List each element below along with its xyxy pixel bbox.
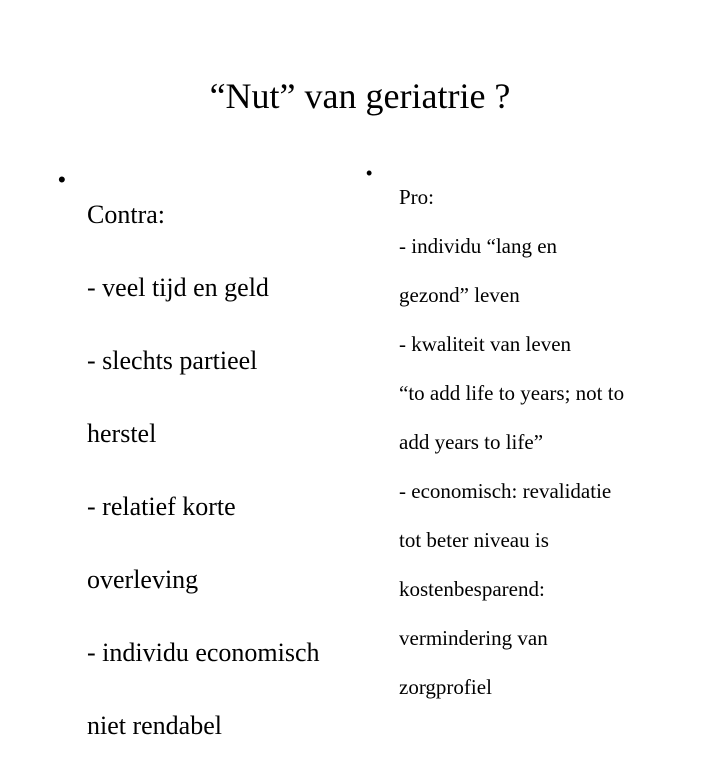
contra-heading: Contra: xyxy=(87,199,165,229)
pro-heading: Pro: xyxy=(399,184,435,209)
pro-line: kostenbesparend: xyxy=(399,576,545,601)
contra-line: niet rendabel xyxy=(87,710,222,740)
contra-line: - individu economisch xyxy=(87,637,320,667)
bullet-icon: • xyxy=(366,163,373,183)
pro-quote: “to add life to years; not to xyxy=(399,380,625,405)
contra-line: overleving xyxy=(87,564,199,594)
bullet-icon: • xyxy=(58,167,66,192)
pro-column xyxy=(366,160,666,724)
pro-line: - economisch: revalidatie xyxy=(399,478,612,503)
pro-line: - kwaliteit van leven xyxy=(399,331,572,356)
pro-quote: add years to life” xyxy=(399,429,544,454)
contra-column xyxy=(58,160,358,781)
pro-line: - individu “lang en xyxy=(399,233,558,258)
contra-line: - slechts partieel xyxy=(87,345,258,375)
contra-line: herstel xyxy=(87,418,157,448)
pro-line: zorgprofiel xyxy=(399,674,492,699)
pro-line: vermindering van xyxy=(399,625,548,650)
contra-text xyxy=(87,160,358,781)
contra-line: - veel tijd en geld xyxy=(87,272,269,302)
contra-line: - relatief korte xyxy=(87,491,236,521)
pro-line: gezond” leven xyxy=(399,282,520,307)
slide-title: “Nut” van geriatrie ? xyxy=(209,76,511,116)
pro-text xyxy=(399,160,666,724)
pro-line: tot beter niveau is xyxy=(399,527,549,552)
